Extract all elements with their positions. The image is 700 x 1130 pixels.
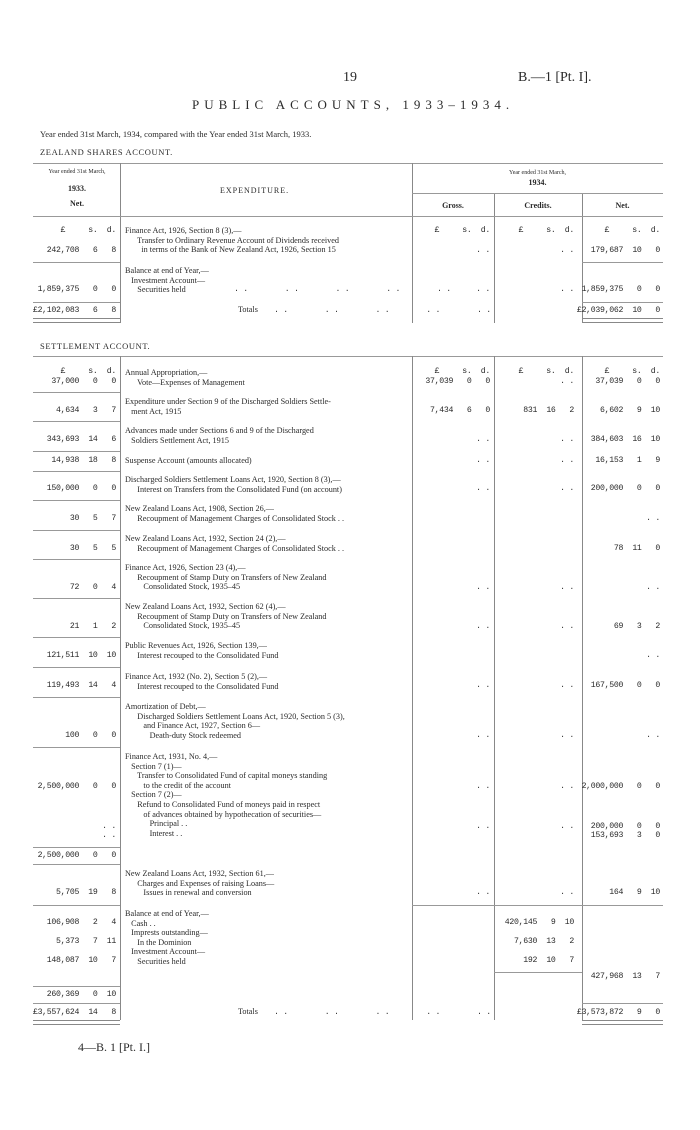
row-net: 69 3 2 [613, 622, 660, 631]
row-prev-net: 1,859,375 0 0 [37, 285, 116, 294]
rule [582, 356, 583, 1020]
rule [33, 500, 120, 501]
row-credits: . . [560, 782, 574, 791]
rule [33, 559, 120, 560]
unit-label: £ s. d. [604, 226, 660, 235]
row-prev-net: 5,373 7 11 [56, 937, 116, 946]
total-net: £3,573,872 9 0 [576, 1008, 660, 1017]
row-net: 179,687 10 0 [590, 246, 660, 255]
row-prev-net: 119,493 14 4 [46, 681, 116, 690]
leader-dots: . . . . . . . . . . [234, 285, 451, 294]
row-credits: . . [560, 888, 574, 897]
rule [33, 637, 120, 638]
row-credits: 420,145 9 10 [504, 918, 574, 927]
row-net: 2,000,000 0 0 [581, 782, 660, 791]
leader-dots: . . . . . . . . . . [274, 306, 491, 315]
row-prev-net: 106,908 2 4 [46, 918, 116, 927]
rule [412, 356, 413, 1020]
page-number: 19 [343, 70, 357, 85]
rule [33, 471, 120, 472]
row-description: Finance Act, 1931, No. 4,— Section 7 (1)— Transfer to Consolidated Fund of capital moneys standing to the credit of the account Section 7 (2)— Refund to Consolidated Fund of moneys paid in respect of advances obtained by hypothecation of securities— Principal . . Interest . . [125, 752, 328, 838]
rule [33, 318, 120, 323]
row-gross: 7,434 6 0 [430, 406, 490, 415]
row-prev-net: 21 1 2 [69, 622, 116, 631]
row-description: Public Revenues Act, 1926, Section 139,— Interest recouped to the Consolidated Fund [125, 641, 279, 660]
rule [33, 392, 120, 393]
row-net: 384,603 16 10 [590, 435, 660, 444]
rule [33, 1003, 120, 1004]
row-prev-net: 30 5 5 [69, 544, 116, 553]
rule [33, 302, 120, 303]
row-prev-net: 150,000 0 0 [46, 484, 116, 493]
rule [33, 864, 120, 865]
row-net: . . [646, 514, 660, 523]
rule [33, 847, 120, 848]
row-description: Suspense Account (amounts allocated) [125, 456, 252, 465]
totals-label: Totals [238, 305, 258, 314]
rule [33, 451, 120, 452]
subtotal-prev: 260,369 0 10 [46, 990, 116, 999]
rule [33, 216, 663, 217]
rule [494, 193, 495, 323]
col-cur-year-header: Year ended 31st March, [508, 170, 567, 176]
rule [582, 193, 583, 323]
rule [33, 905, 120, 906]
col-cur-year-num: 1934. [528, 178, 547, 187]
row-net: 78 11 0 [613, 544, 660, 553]
row-credits: . . [560, 822, 574, 831]
rule [33, 598, 120, 599]
row-net: . . [646, 583, 660, 592]
row-net: 1,859,375 0 0 [581, 285, 660, 294]
row-credits: . . [560, 731, 574, 740]
rule [120, 163, 121, 323]
unit-label: £ s. d. [434, 367, 490, 376]
row-net: 16,153 1 9 [595, 456, 660, 465]
row-prev-net: 37,000 0 0 [51, 377, 116, 386]
row-description: New Zealand Loans Act, 1908, Section 26,— Recoupment of Management Charges of Consolidated Stock . . [125, 504, 345, 523]
rule [582, 1020, 663, 1025]
col-prev-year-header: Year ended 31st March, [48, 169, 106, 175]
row-gross: . . [476, 888, 490, 897]
rule [33, 421, 120, 422]
row-prev-net: 343,693 14 6 [46, 435, 116, 444]
footer-reference: 4—B. 1 [Pt. I.] [78, 1040, 150, 1054]
rule [33, 163, 663, 164]
row-credits: . . [560, 246, 574, 255]
rule [33, 697, 120, 698]
row-gross: . . [476, 622, 490, 631]
row-credits: . . [560, 681, 574, 690]
section2-title: SETTLEMENT ACCOUNT. [40, 341, 151, 351]
totals-label: Totals [238, 1007, 258, 1016]
col-gross: Gross. [442, 201, 464, 210]
row-credits: . . [560, 484, 574, 493]
col-prev-net: Net. [70, 199, 84, 208]
row-net: 37,039 0 0 [595, 377, 660, 386]
row-gross: . . [476, 484, 490, 493]
leader-dots: . . . . . . . . . . [274, 1008, 491, 1017]
row-prev-net: 4,634 3 7 [56, 406, 116, 415]
row-prev-net: 5,705 19 8 [56, 888, 116, 897]
rule [33, 986, 120, 987]
rule [582, 1003, 663, 1004]
rule [494, 356, 495, 1020]
document-reference: B.—1 [Pt. I]. [518, 70, 592, 85]
row-prev-net: 100 0 0 [65, 731, 116, 740]
row-description: New Zealand Loans Act, 1932, Section 61,— Charges and Expenses of raising Loans— Issues in renewal and conversion [125, 869, 275, 898]
rule [582, 302, 663, 303]
rule [494, 972, 582, 973]
row-prev-net: 121,511 10 10 [46, 651, 116, 660]
row-net: 427,968 13 7 [590, 972, 660, 981]
col-prev-year-num: 1933. [68, 184, 86, 193]
row-prev-net: . . . . [102, 822, 116, 840]
rule [33, 262, 120, 263]
row-credits: 7,630 13 2 [514, 937, 574, 946]
row-prev-net: 2,500,000 0 0 [37, 782, 116, 791]
unit-label: £ s. d. [60, 226, 116, 235]
row-description: Expenditure under Section 9 of the Discharged Soldiers Settle- ment Act, 1915 [125, 397, 331, 416]
row-prev-net: 30 5 7 [69, 514, 116, 523]
col-net: Net. [615, 201, 630, 210]
page-title: PUBLIC ACCOUNTS, 1933–1934. [192, 97, 515, 112]
rule [33, 667, 120, 668]
row-net: 164 9 10 [609, 888, 660, 897]
section1-title: ZEALAND SHARES ACCOUNT. [40, 147, 173, 157]
rule [33, 747, 120, 748]
row-description: Annual Appropriation,— Vote—Expenses of Management [125, 368, 245, 387]
row-gross: . . [476, 681, 490, 690]
rule [412, 193, 663, 194]
row-net: 167,500 0 0 [590, 681, 660, 690]
rule [33, 356, 663, 357]
row-description: Finance Act, 1932 (No. 2), Section 5 (2),— Interest recouped to the Consolidated Fund [125, 672, 279, 691]
row-net: 200,000 0 0 153,693 3 0 [590, 822, 660, 840]
row-gross: . . [476, 822, 490, 831]
rule [33, 1020, 120, 1025]
row-credits: . . [560, 377, 574, 386]
row-prev-net: 242,708 6 8 [46, 246, 116, 255]
row-net: . . [646, 731, 660, 740]
subtotal-prev: 2,500,000 0 0 [37, 851, 116, 860]
row-net: 6,602 9 10 [600, 406, 660, 415]
col-expenditure: EXPENDITURE. [220, 186, 290, 195]
rule [412, 163, 413, 323]
row-prev-net: 148,087 10 7 [46, 956, 116, 965]
unit-label: £ s. d. [518, 367, 574, 376]
row-description: Finance Act, 1926, Section 8 (3),— Transfer to Ordinary Revenue Account of Dividends received in terms of the Bank of New Zealand Act, 1926, Section 15 [125, 226, 339, 255]
row-prev-net: 14,938 18 8 [51, 456, 116, 465]
row-credits: 831 16 2 [523, 406, 574, 415]
row-description: New Zealand Loans Act, 1932, Section 62 (4),— Recoupment of Stamp Duty on Transfers of New Zealand Consolidated Stock, 1935–45 [125, 602, 327, 631]
row-prev-net: 72 0 4 [69, 583, 116, 592]
page-subtitle: Year ended 31st March, 1934, compared with the Year ended 31st March, 1933. [40, 129, 312, 139]
row-description: Balance at end of Year,— Investment Account— Securities held [125, 266, 209, 295]
unit-label: £ s. d. [604, 367, 660, 376]
row-gross: . . [476, 782, 490, 791]
col-credits: Credits. [524, 201, 552, 210]
total-prev-net: £3,557,624 14 8 [32, 1008, 116, 1017]
row-credits: . . [560, 456, 574, 465]
unit-label: £ s. d. [60, 367, 116, 376]
row-gross: 37,039 0 0 [425, 377, 490, 386]
row-gross: . . [476, 285, 490, 294]
row-credits: . . [560, 583, 574, 592]
row-credits: . . [560, 435, 574, 444]
total-prev-net: £2,102,083 6 8 [32, 306, 116, 315]
unit-label: £ s. d. [434, 226, 490, 235]
rule [582, 318, 663, 323]
rule [33, 530, 120, 531]
row-gross: . . [476, 583, 490, 592]
rule [582, 262, 663, 263]
row-gross: . . [476, 456, 490, 465]
row-net: . . [646, 651, 660, 660]
row-gross: . . [476, 731, 490, 740]
row-gross: . . [476, 246, 490, 255]
row-credits: . . [560, 285, 574, 294]
total-net: £2,039,062 10 0 [576, 306, 660, 315]
row-description: Amortization of Debt,— Discharged Soldiers Settlement Loans Act, 1920, Section 5 (3), and Finance Act, 1927, Section 6— Death-duty Stock redeemed [125, 702, 345, 740]
row-description: Advances made under Sections 6 and 9 of the Discharged Soldiers Settlement Act, 1915 [125, 426, 314, 445]
row-gross: . . [476, 435, 490, 444]
row-description: Balance at end of Year,— Cash . . Imprests outstanding— In the Dominion Investment Account— Securities held [125, 909, 209, 966]
row-description: Finance Act, 1926, Section 23 (4),— Recoupment of Stamp Duty on Transfers of New Zealand Consolidated Stock, 1935–45 [125, 563, 327, 592]
row-credits: . . [560, 622, 574, 631]
row-net: 200,000 0 0 [590, 484, 660, 493]
row-credits: 192 10 7 [523, 956, 574, 965]
row-description: New Zealand Loans Act, 1932, Section 24 (2),— Recoupment of Management Charges of Consolidated Stock . . [125, 534, 345, 553]
rule [120, 356, 121, 1020]
unit-label: £ s. d. [518, 226, 574, 235]
rule [412, 905, 663, 906]
row-description: Discharged Soldiers Settlement Loans Act, 1920, Section 8 (3),— Interest on Transfers from the Consolidated Fund (on account) [125, 475, 342, 494]
